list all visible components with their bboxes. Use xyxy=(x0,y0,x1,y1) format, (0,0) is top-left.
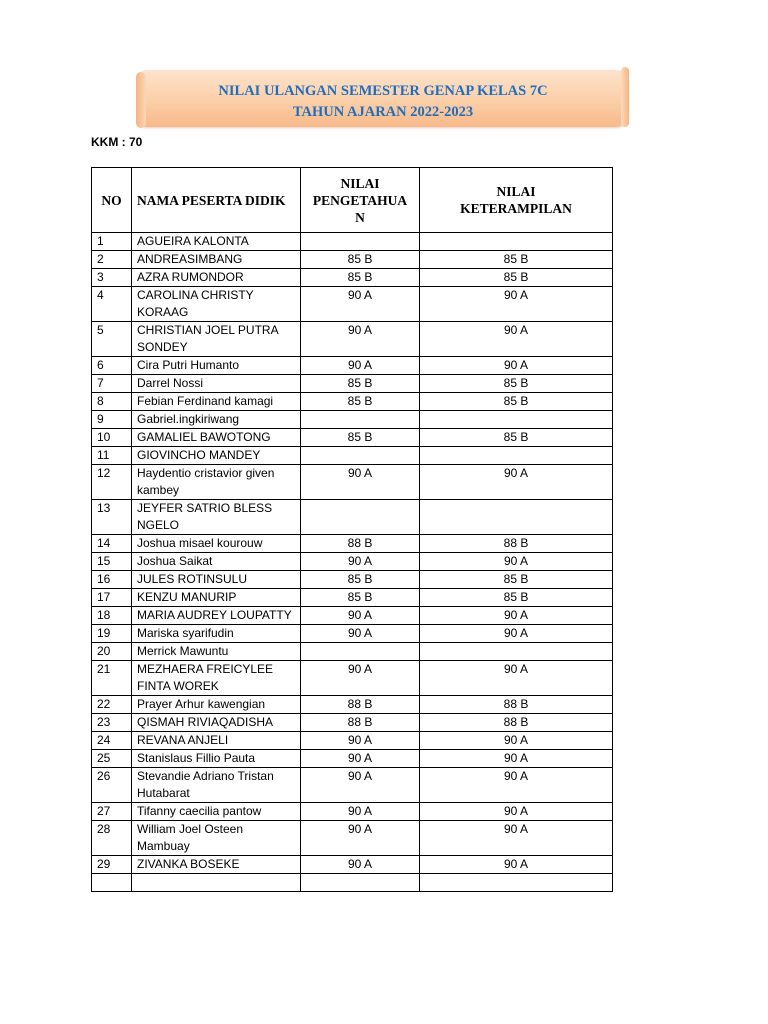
empty-cell xyxy=(420,874,613,892)
table-row xyxy=(92,643,613,661)
table-row xyxy=(92,411,613,429)
table-row xyxy=(92,465,613,500)
table-row xyxy=(92,696,613,714)
student-name-cell: JEYFER SATRIO BLESS NGELO xyxy=(132,500,301,535)
document-title: NILAI ULANGAN SEMESTER GENAP KELAS 7C xyxy=(218,83,548,99)
table-row xyxy=(92,553,613,571)
header-keterampilan-line2: KETERAMPILAN xyxy=(460,201,572,216)
table-row xyxy=(92,768,613,803)
row-number-cell: 4 xyxy=(92,287,132,322)
table-row xyxy=(92,251,613,269)
student-name-cell: Darrel Nossi xyxy=(132,375,301,393)
student-name-cell: ANDREASIMBANG xyxy=(132,251,301,269)
row-number-cell: 26 xyxy=(92,768,132,803)
table-row xyxy=(92,375,613,393)
pengetahuan-grade-cell: 90 A xyxy=(301,553,420,571)
row-number-cell: 7 xyxy=(92,375,132,393)
table-row xyxy=(92,233,613,251)
row-number-cell: 8 xyxy=(92,393,132,411)
row-number-cell: 29 xyxy=(92,856,132,874)
student-name-cell: Haydentio cristavior given kambey xyxy=(132,465,301,500)
pengetahuan-grade-cell: 90 A xyxy=(301,768,420,803)
pengetahuan-grade-cell: 90 A xyxy=(301,803,420,821)
student-name-cell: GIOVINCHO MANDEY xyxy=(132,447,301,465)
student-name-cell: CAROLINA CHRISTY KORAAG xyxy=(132,287,301,322)
keterampilan-grade-cell: 90 A xyxy=(420,803,613,821)
pengetahuan-grade-cell xyxy=(301,447,420,465)
row-number-cell: 10 xyxy=(92,429,132,447)
keterampilan-grade-cell xyxy=(420,643,613,661)
keterampilan-grade-cell: 85 B xyxy=(420,589,613,607)
student-name-cell: Gabriel.ingkiriwang xyxy=(132,411,301,429)
header-keterampilan xyxy=(420,168,613,233)
title-banner xyxy=(140,70,626,127)
keterampilan-grade-cell: 85 B xyxy=(420,269,613,287)
pengetahuan-grade-cell: 88 B xyxy=(301,714,420,732)
student-name-cell: ZIVANKA BOSEKE xyxy=(132,856,301,874)
pengetahuan-grade-cell: 88 B xyxy=(301,696,420,714)
row-number-cell: 20 xyxy=(92,643,132,661)
row-number-cell: 9 xyxy=(92,411,132,429)
pengetahuan-grade-cell: 88 B xyxy=(301,535,420,553)
pengetahuan-grade-cell: 85 B xyxy=(301,251,420,269)
keterampilan-grade-cell: 90 A xyxy=(420,625,613,643)
empty-cell xyxy=(301,874,420,892)
pengetahuan-grade-cell xyxy=(301,233,420,251)
row-number-cell: 17 xyxy=(92,589,132,607)
pengetahuan-grade-cell: 85 B xyxy=(301,375,420,393)
keterampilan-grade-cell: 88 B xyxy=(420,535,613,553)
keterampilan-grade-cell xyxy=(420,411,613,429)
row-number-cell: 3 xyxy=(92,269,132,287)
table-body xyxy=(92,233,613,892)
student-name-cell: Tifanny caecilia pantow xyxy=(132,803,301,821)
pengetahuan-grade-cell: 90 A xyxy=(301,661,420,696)
student-name-cell: CHRISTIAN JOEL PUTRA SONDEY xyxy=(132,322,301,357)
keterampilan-grade-cell: 90 A xyxy=(420,821,613,856)
table-row xyxy=(92,821,613,856)
row-number-cell: 28 xyxy=(92,821,132,856)
pengetahuan-grade-cell: 90 A xyxy=(301,287,420,322)
student-name-cell: MARIA AUDREY LOUPATTY xyxy=(132,607,301,625)
pengetahuan-grade-cell xyxy=(301,643,420,661)
academic-year-title: TAHUN AJARAN 2022-2023 xyxy=(292,104,474,120)
row-number-cell: 23 xyxy=(92,714,132,732)
student-name-cell: Merrick Mawuntu xyxy=(132,643,301,661)
row-number-cell: 25 xyxy=(92,750,132,768)
table-row xyxy=(92,661,613,696)
student-name-cell: AZRA RUMONDOR xyxy=(132,269,301,287)
table-row xyxy=(92,803,613,821)
student-name-cell: William Joel Osteen Mambuay xyxy=(132,821,301,856)
pengetahuan-grade-cell: 90 A xyxy=(301,322,420,357)
row-number-cell: 6 xyxy=(92,357,132,375)
keterampilan-grade-cell: 90 A xyxy=(420,465,613,500)
table-row xyxy=(92,322,613,357)
student-name-cell: Febian Ferdinand kamagi xyxy=(132,393,301,411)
row-number-cell: 27 xyxy=(92,803,132,821)
row-number-cell: 19 xyxy=(92,625,132,643)
row-number-cell: 22 xyxy=(92,696,132,714)
row-number-cell: 2 xyxy=(92,251,132,269)
student-name-cell: Stanislaus Fillio Pauta xyxy=(132,750,301,768)
student-name-cell: KENZU MANURIP xyxy=(132,589,301,607)
header-pengetahuan-line3: N xyxy=(355,209,365,225)
header-pengetahuan xyxy=(301,168,420,233)
empty-cell xyxy=(132,874,301,892)
row-number-cell: 18 xyxy=(92,607,132,625)
pengetahuan-grade-cell: 90 A xyxy=(301,357,420,375)
keterampilan-grade-cell: 90 A xyxy=(420,768,613,803)
student-name-cell: AGUEIRA KALONTA xyxy=(132,233,301,251)
keterampilan-grade-cell xyxy=(420,500,613,535)
pengetahuan-grade-cell: 85 B xyxy=(301,429,420,447)
student-name-cell: GAMALIEL BAWOTONG xyxy=(132,429,301,447)
table-row xyxy=(92,269,613,287)
pengetahuan-grade-cell xyxy=(301,411,420,429)
row-number-cell: 1 xyxy=(92,233,132,251)
keterampilan-grade-cell: 85 B xyxy=(420,393,613,411)
student-name-cell: REVANA ANJELI xyxy=(132,732,301,750)
row-number-cell: 24 xyxy=(92,732,132,750)
pengetahuan-grade-cell: 85 B xyxy=(301,589,420,607)
student-name-cell: MEZHAERA FREICYLEE FINTA WOREK xyxy=(132,661,301,696)
row-number-cell: 15 xyxy=(92,553,132,571)
table-row xyxy=(92,732,613,750)
row-number-cell: 5 xyxy=(92,322,132,357)
table-row xyxy=(92,287,613,322)
table-row xyxy=(92,714,613,732)
table-row xyxy=(92,447,613,465)
keterampilan-grade-cell: 90 A xyxy=(420,357,613,375)
row-number-cell: 16 xyxy=(92,571,132,589)
keterampilan-grade-cell: 90 A xyxy=(420,732,613,750)
keterampilan-grade-cell: 85 B xyxy=(420,251,613,269)
table-row xyxy=(92,357,613,375)
header-pengetahuan-line2: PENGETAHUA xyxy=(312,192,408,208)
student-name-cell: Mariska syarifudin xyxy=(132,625,301,643)
pengetahuan-grade-cell: 90 A xyxy=(301,750,420,768)
table-header-row xyxy=(92,168,613,233)
keterampilan-grade-cell: 90 A xyxy=(420,856,613,874)
keterampilan-grade-cell: 85 B xyxy=(420,429,613,447)
row-number-cell: 13 xyxy=(92,500,132,535)
table-row xyxy=(92,750,613,768)
table-row xyxy=(92,429,613,447)
grades-table xyxy=(91,167,613,892)
student-name-cell: Prayer Arhur kawengian xyxy=(132,696,301,714)
pengetahuan-grade-cell: 90 A xyxy=(301,465,420,500)
row-number-cell: 11 xyxy=(92,447,132,465)
table-row xyxy=(92,589,613,607)
keterampilan-grade-cell: 85 B xyxy=(420,571,613,589)
table-row xyxy=(92,607,613,625)
header-keterampilan-line1: NILAI xyxy=(496,184,536,199)
header-name: NAMA PESERTA DIDIK xyxy=(132,168,301,233)
keterampilan-grade-cell: 88 B xyxy=(420,696,613,714)
table-row xyxy=(92,571,613,589)
table-row xyxy=(92,625,613,643)
keterampilan-grade-cell: 85 B xyxy=(420,375,613,393)
student-name-cell: Joshua misael kourouw xyxy=(132,535,301,553)
pengetahuan-grade-cell xyxy=(301,500,420,535)
keterampilan-grade-cell: 90 A xyxy=(420,322,613,357)
student-name-cell: Cira Putri Humanto xyxy=(132,357,301,375)
pengetahuan-grade-cell: 85 B xyxy=(301,269,420,287)
keterampilan-grade-cell: 90 A xyxy=(420,750,613,768)
row-number-cell: 14 xyxy=(92,535,132,553)
row-number-cell: 12 xyxy=(92,465,132,500)
table-row xyxy=(92,535,613,553)
keterampilan-grade-cell: 90 A xyxy=(420,661,613,696)
pengetahuan-grade-cell: 90 A xyxy=(301,625,420,643)
pengetahuan-grade-cell: 90 A xyxy=(301,732,420,750)
table-row xyxy=(92,856,613,874)
keterampilan-grade-cell: 90 A xyxy=(420,607,613,625)
header-no: NO xyxy=(92,168,132,233)
student-name-cell: QISMAH RIVIAQADISHA xyxy=(132,714,301,732)
student-name-cell: JULES ROTINSULU xyxy=(132,571,301,589)
table-row xyxy=(92,500,613,535)
empty-cell xyxy=(92,874,132,892)
kkm-label: KKM : 70 xyxy=(91,135,143,149)
table-row xyxy=(92,393,613,411)
keterampilan-grade-cell: 90 A xyxy=(420,287,613,322)
pengetahuan-grade-cell: 85 B xyxy=(301,393,420,411)
pengetahuan-grade-cell: 90 A xyxy=(301,856,420,874)
pengetahuan-grade-cell: 85 B xyxy=(301,571,420,589)
keterampilan-grade-cell xyxy=(420,233,613,251)
keterampilan-grade-cell: 90 A xyxy=(420,553,613,571)
pengetahuan-grade-cell: 90 A xyxy=(301,821,420,856)
row-number-cell: 21 xyxy=(92,661,132,696)
empty-table-row xyxy=(92,874,613,892)
student-name-cell: Joshua Saikat xyxy=(132,553,301,571)
keterampilan-grade-cell xyxy=(420,447,613,465)
pengetahuan-grade-cell: 90 A xyxy=(301,607,420,625)
keterampilan-grade-cell: 88 B xyxy=(420,714,613,732)
student-name-cell: Stevandie Adriano Tristan Hutabarat xyxy=(132,768,301,803)
header-pengetahuan-line1: NILAI xyxy=(340,175,380,191)
